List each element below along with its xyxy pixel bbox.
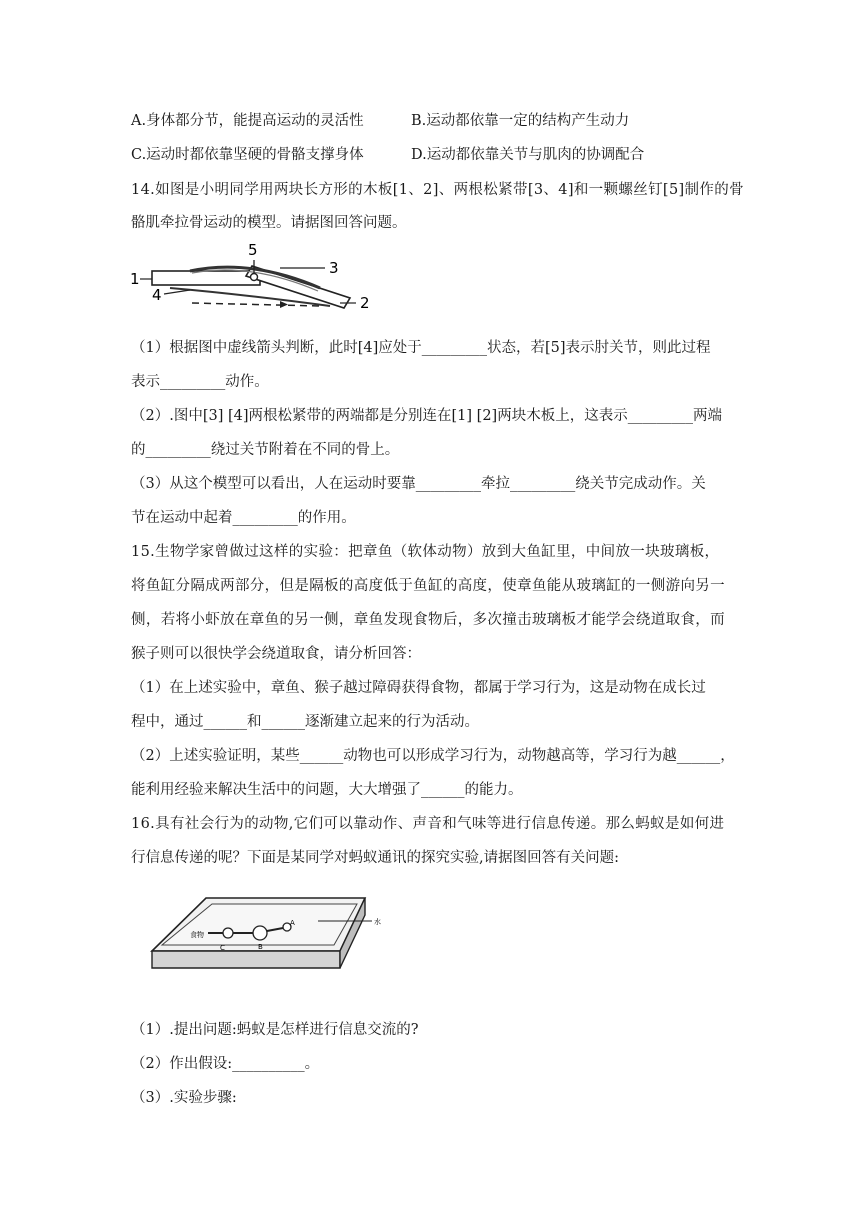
q14-part3-line-1: （3）从这个模型可以看出，人在运动时要靠_________牵拉_________绕关节完成动作。关 <box>131 476 706 492</box>
island-b <box>253 926 267 940</box>
q13-option-b: B.运动都依靠一定的结构产生动力 <box>411 113 630 129</box>
q16-part3: （3）.实验步骤: <box>131 1090 237 1106</box>
q16-ant-tray-figure <box>150 893 390 983</box>
island-c <box>223 928 233 938</box>
q16-stem-line-2: 行信息传递的呢？下面是某同学对蚂蚁通讯的探究实验,请据图回答有关问题: <box>131 850 619 866</box>
label-a: A <box>290 919 295 927</box>
q16-part1: （1）.提出问题:蚂蚁是怎样进行信息交流的? <box>131 1022 419 1038</box>
label-3: 3 <box>329 259 339 277</box>
q14-part1-line-1: （1）根据图中虚线箭头判断，此时[4]应处于_________状态，若[5]表示肘关节，则此过程 <box>131 340 711 356</box>
label-4: 4 <box>152 286 162 304</box>
q16-stem-line-1: 16.具有社会行为的动物,它们可以靠动作、声音和气味等进行信息传递。那么蚂蚁是如何进 <box>131 816 725 832</box>
q13-option-d: D.运动都依靠关节与肌肉的协调配合 <box>411 147 645 163</box>
q14-part2-line-2: 的_________绕过关节附着在不同的骨上。 <box>131 442 400 458</box>
q14-stem-line-1: 14.如图是小明同学用两块长方形的木板[1、2]、两根松紧带[3、4]和一颗螺丝钉[5]制作的骨 <box>131 182 744 198</box>
q16-part2: （2）作出假设:__________。 <box>131 1056 320 1072</box>
q15-part1-line-2: 程中，通过______和______逐渐建立起来的行为活动。 <box>131 714 479 730</box>
label-food: 食物 <box>190 931 204 939</box>
q14-model-figure <box>130 240 380 316</box>
q15-part2-line-1: （2）上述实验证明，某些______动物也可以形成学习行为，动物越高等，学习行为越______， <box>131 748 735 764</box>
q14-stem-line-2: 骼肌牵拉骨运动的模型。请据图回答问题。 <box>131 215 407 231</box>
board-1 <box>152 271 260 285</box>
q15-stem-line-3: 侧，若将小虾放在章鱼的另一侧，章鱼发现食物后，多次撞击玻璃板才能学会绕道取食，而 <box>131 612 725 628</box>
q13-option-c: C.运动时都依靠坚硬的骨骼支撑身体 <box>131 147 364 163</box>
label-c: C <box>220 944 225 952</box>
q13-option-a: A.身体都分节，能提高运动的灵活性 <box>131 113 364 129</box>
label-water: 水 <box>374 918 381 926</box>
label-2: 2 <box>360 294 370 312</box>
q15-stem-line-1: 15.生物学家曾做过这样的实验：把章鱼（软体动物）放到大鱼缸里，中间放一块玻璃板， <box>131 544 720 560</box>
screw-5 <box>251 274 258 281</box>
q15-part2-line-2: 能利用经验来解决生活中的问题，大大增强了______的能力。 <box>131 782 523 798</box>
label-5: 5 <box>248 241 258 259</box>
q14-part3-line-2: 节在运动中起着_________的作用。 <box>131 510 356 526</box>
q14-part2-line-1: （2）.图中[3] [4]两根松紧带的两端都是分别连在[1] [2]两块木板上，这表示_________两端 <box>131 408 722 424</box>
q15-stem-line-2: 将鱼缸分隔成两部分，但是隔板的高度低于鱼缸的高度，使章鱼能从玻璃缸的一侧游向另一 <box>131 578 725 594</box>
label-1: 1 <box>130 270 140 288</box>
label-b: B <box>258 943 263 951</box>
q15-stem-line-4: 猴子则可以很快学会绕道取食，请分析回答： <box>131 646 421 662</box>
q14-part1-line-2: 表示_________动作。 <box>131 374 269 390</box>
q15-part1-line-1: （1）在上述实验中，章鱼、猴子越过障碍获得食物，都属于学习行为，这是动物在成长过 <box>131 680 706 696</box>
